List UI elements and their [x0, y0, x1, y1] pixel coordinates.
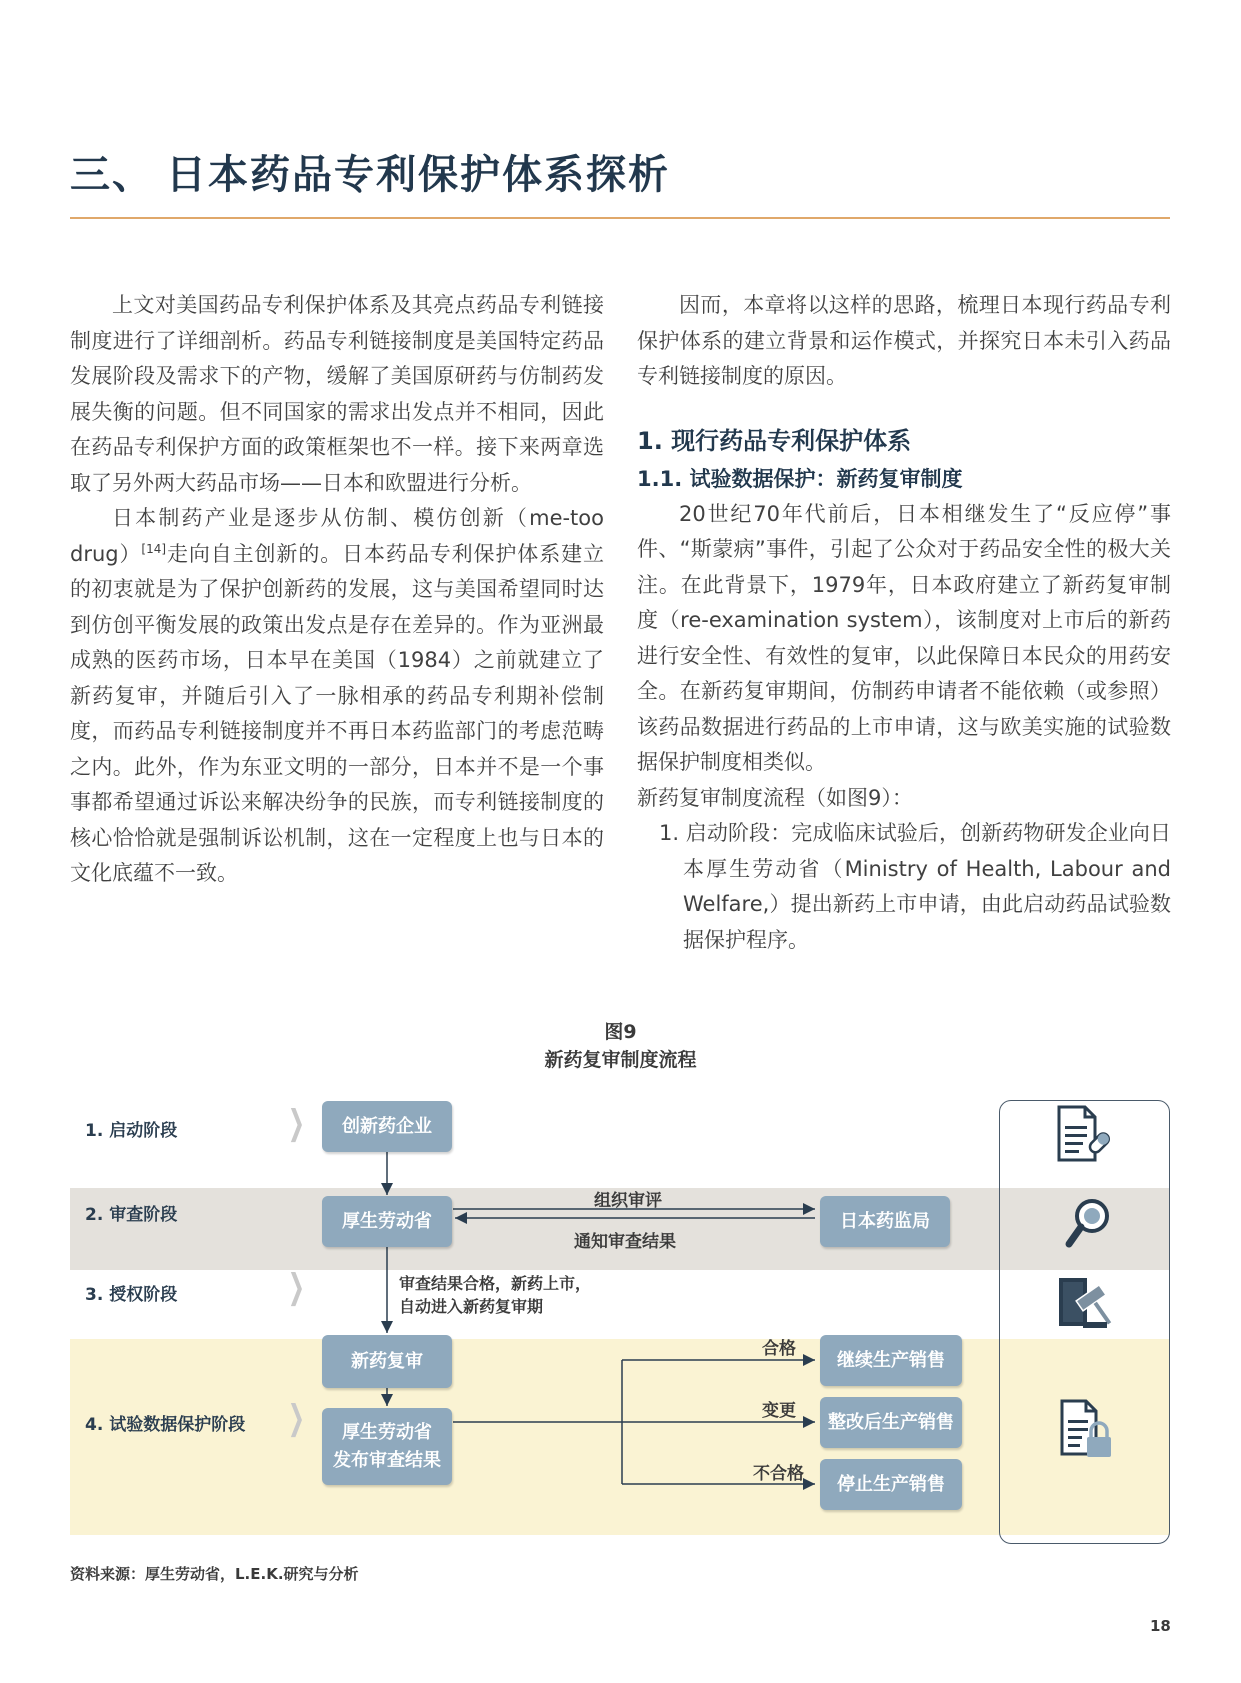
subsection-heading: 1.1. 试验数据保护：新药复审制度	[637, 466, 963, 491]
left-paragraph-2-end: 走向自主创新的。日本药品专利保护体系建立的初衷就是为了保护创新药的发展，这与美国希望同时达到仿创平衡发展的政策出发点是存在差异的。作为亚洲最成熟的医药市场，日本早在美国（1984）之前就建立了新药复审，并随后引入了一脉相承的药品专利期补偿制度，而药品专利链接制度并不再日本药监部门的考虑范畴之内。此外，作为东亚文明的一部分，日本并不是一个事事都希望通过诉讼来解决纷争的民族，而专利链接制度的核心恰恰就是强制诉讼机制，这在一定程度上也与日本的文化底蕴不一致。	[70, 541, 604, 885]
mhlw-publish-line-1: 厚生劳动省	[342, 1421, 432, 1443]
change-label: 变更	[762, 1401, 796, 1421]
stage-label-4: 4. 试验数据保护阶段	[85, 1415, 246, 1435]
source-note: 资料来源：厚生劳动省，L.E.K.研究与分析	[70, 1565, 359, 1583]
right-paragraph-2: 20世纪70年代前后，日本相继发生了“反应停”事件、“斯蒙病”事件，引起了公众对于药品安全性的极大关注。在此背景下，1979年，日本政府建立了新药复审制度（re-examination system），该制度对上市后的新药进行安全性、有效性的复审，以此保障日本民众的用药安全。在新药复审期间，仿制药申请者不能依赖（或参照）该药品数据进行药品的上市申请，这与欧美实施的试验数据保护制度相类似。	[637, 501, 1171, 774]
stage-label-2: 2. 审查阶段	[85, 1205, 178, 1225]
section-heading: 1. 现行药品专利保护体系	[637, 426, 912, 455]
chevron-right-icon: ❯	[287, 1103, 305, 1143]
innovator-box: 创新药企业	[322, 1101, 452, 1152]
modify-sales-box: 整改后生产销售	[820, 1397, 962, 1448]
left-paragraph-2-start: 日本制药产业是逐步从仿制、模仿创新（me-too drug）	[70, 506, 604, 566]
left-paragraph-1: 上文对美国药品专利保护体系及其亮点药品专利链接制度进行了详细剖析。药品专利链接制度是美国特定药品发展阶段及需求下的产物，缓解了美国原研药与仿制药发展失衡的问题。但不同国家的需求出发点并不相同，因此在药品专利保护方面的政策框架也不一样。接下来两章选取了另外两大药品市场——日本和欧盟进行分析。	[70, 293, 604, 495]
right-paragraph-3: 新药复审制度流程（如图9）：	[637, 785, 913, 810]
mhlw-box: 厚生劳动省	[322, 1196, 452, 1247]
mhlw-publish-line-2: 发布审查结果	[333, 1449, 441, 1471]
chevron-right-icon: ❯	[287, 1398, 305, 1438]
stage-label-3: 3. 授权阶段	[85, 1285, 178, 1305]
figure-number: 图9	[604, 1021, 637, 1043]
organize-review-label: 组织审评	[594, 1191, 662, 1211]
stop-sales-box: 停止生产销售	[820, 1459, 962, 1510]
approval-note-line-2: 自动进入新药复审期	[399, 1297, 544, 1316]
right-paragraph-1: 因而，本章将以这样的思路，梳理日本现行药品专利保护体系的建立背景和运作模式，并探究日本未引入药品专利链接制度的原因。	[637, 293, 1171, 388]
reference-14: [14]	[141, 541, 167, 556]
chevron-right-icon: ❯	[287, 1267, 305, 1307]
mhlw-publish-box	[322, 1408, 452, 1485]
document-pill-icon	[1055, 1104, 1113, 1164]
figure-caption: 新药复审制度流程	[544, 1049, 697, 1071]
approval-note	[399, 1272, 591, 1318]
fail-label: 不合格	[753, 1464, 804, 1484]
document-lock-icon	[1058, 1398, 1116, 1460]
page-number: 18	[1150, 1617, 1171, 1635]
approval-note-line-1: 审查结果合格，新药上市，	[399, 1274, 592, 1293]
chapter-number: 三、	[70, 152, 154, 198]
pmda-box: 日本药监局	[820, 1196, 950, 1247]
pass-label: 合格	[762, 1339, 796, 1359]
notify-result-label: 通知审查结果	[574, 1232, 676, 1252]
chapter-title-text: 日本药品专利保护体系探析	[166, 152, 670, 198]
list-item-1: 1. 启动阶段：完成临床试验后，创新药物研发企业向日本厚生劳动省（Ministry of Health, Labour and Welfare,）提出新药上市申请，由此启动药品试验数据保护程序。	[659, 821, 1171, 952]
magnifier-icon	[1064, 1198, 1112, 1252]
continue-sales-box: 继续生产销售	[820, 1335, 962, 1386]
gavel-document-icon	[1057, 1276, 1119, 1330]
stage-label-1: 1. 启动阶段	[85, 1121, 178, 1141]
reexam-box: 新药复审	[322, 1335, 452, 1388]
